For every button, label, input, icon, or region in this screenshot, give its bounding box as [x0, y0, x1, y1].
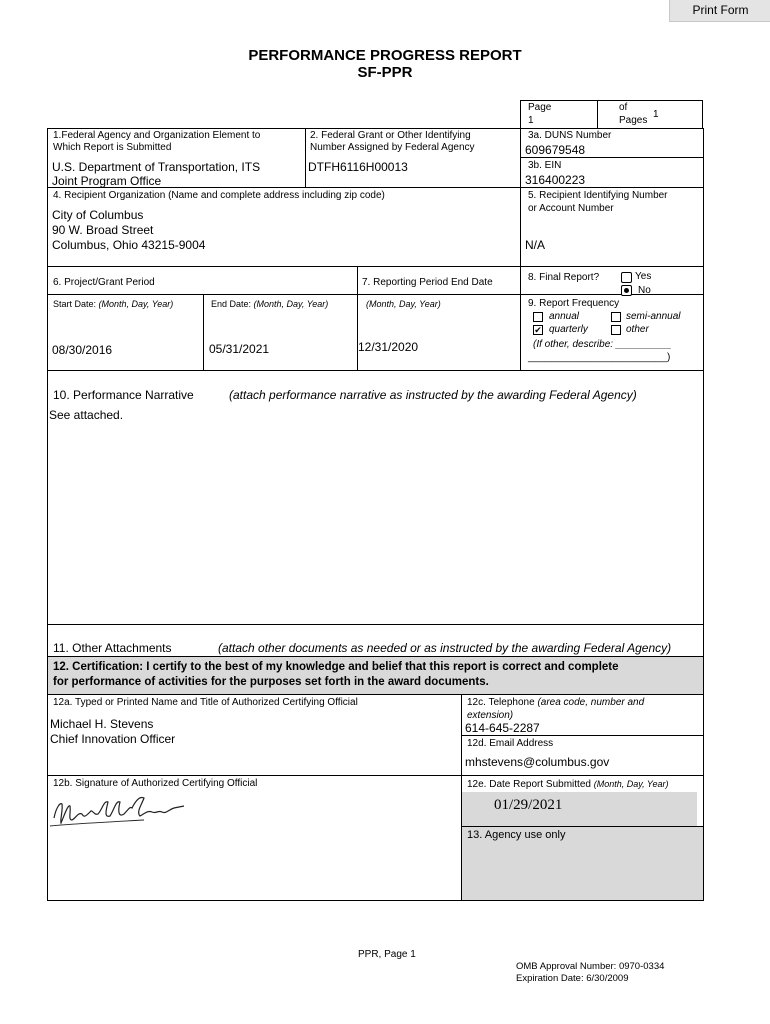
- page-value[interactable]: 1: [528, 115, 534, 126]
- certification-line1: 12. Certification: I certify to the best of my knowledge and belief that this report is correct and complete: [53, 661, 619, 673]
- field2-label-1: 2. Federal Grant or Other Identifying: [310, 130, 471, 141]
- quarterly-checkbox[interactable]: ✔: [534, 325, 542, 335]
- recipient-org-line2[interactable]: 90 W. Broad Street: [52, 223, 154, 237]
- other-describe-line[interactable]: _________________________): [528, 352, 671, 363]
- field12b-label: 12b. Signature of Authorized Certifying Official: [53, 778, 258, 789]
- final-yes-label: Yes: [635, 271, 652, 282]
- field7-label: 7. Reporting Period End Date: [362, 277, 493, 288]
- grant-number-field[interactable]: DTFH6116H00013: [308, 160, 408, 174]
- of-label: of: [619, 102, 628, 113]
- other-label: other: [626, 324, 649, 335]
- footer-omb: OMB Approval Number: 0970-0334: [516, 961, 665, 972]
- field5-label-2: or Account Number: [528, 203, 614, 214]
- field11-hint: (attach other documents as needed or as instructed by the awarding Federal Agency): [218, 641, 672, 655]
- end-date-label: End Date: (Month, Day, Year): [211, 299, 329, 309]
- email-field[interactable]: mhstevens@columbus.gov: [465, 755, 610, 769]
- start-date-label: Start Date: (Month, Day, Year): [53, 299, 174, 309]
- duns-field[interactable]: 609679548: [525, 143, 586, 157]
- field10-label: 10. Performance Narrative: [53, 388, 194, 402]
- field12d-label: 12d. Email Address: [467, 738, 554, 749]
- field13-label: 13. Agency use only: [467, 829, 566, 841]
- annual-checkbox[interactable]: [533, 312, 543, 322]
- field11-label: 11. Other Attachments: [53, 641, 172, 655]
- ein-field[interactable]: 316400223: [525, 173, 586, 187]
- recipient-org-line3[interactable]: Columbus, Ohio 43215-9004: [52, 238, 206, 252]
- report-title: PERFORMANCE PROGRESS REPORT: [248, 47, 522, 64]
- field5-label-1: 5. Recipient Identifying Number: [528, 190, 668, 201]
- annual-label: annual: [549, 311, 580, 322]
- footer-page: PPR, Page 1: [358, 949, 416, 960]
- recipient-id-field[interactable]: N/A: [525, 238, 546, 252]
- signature-image: [48, 790, 188, 832]
- field7-hint: (Month, Day, Year): [366, 299, 441, 309]
- field6-label: 6. Project/Grant Period: [53, 277, 155, 288]
- reporting-end-date-field[interactable]: 12/31/2020: [358, 340, 419, 354]
- field9-label: 9. Report Frequency: [528, 298, 620, 309]
- other-checkbox[interactable]: [611, 325, 621, 335]
- field12a-label: 12a. Typed or Printed Name and Title of Authorized Certifying Official: [53, 697, 358, 708]
- recipient-org-line1[interactable]: City of Columbus: [52, 208, 144, 222]
- quarterly-label: quarterly: [549, 324, 588, 335]
- certifying-name-field[interactable]: Michael H. Stevens: [50, 717, 154, 731]
- field1-label-2: Which Report is Submitted: [53, 142, 172, 153]
- field2-label-2: Number Assigned by Federal Agency: [310, 142, 475, 153]
- final-yes-radio[interactable]: [621, 272, 632, 283]
- field8-label: 8. Final Report?: [528, 272, 600, 283]
- field1-label-1: 1.Federal Agency and Organization Element to: [53, 130, 261, 141]
- field12c-label: 12c. Telephone (area code, number and: [467, 697, 645, 708]
- duns-label: 3a. DUNS Number: [528, 130, 612, 141]
- semi-annual-label: semi-annual: [626, 311, 681, 322]
- field12e-label: 12e. Date Report Submitted (Month, Day, Year): [467, 779, 669, 790]
- telephone-field[interactable]: 614-645-2287: [465, 721, 540, 735]
- date-submitted-field[interactable]: 01/29/2021: [494, 797, 563, 813]
- print-form-button[interactable]: Print Form: [669, 0, 770, 22]
- field4-label: 4. Recipient Organization (Name and complete address including zip code): [53, 190, 385, 201]
- certifying-title-field[interactable]: Chief Innovation Officer: [50, 732, 176, 746]
- start-date-field[interactable]: 08/30/2016: [52, 343, 113, 357]
- certification-line2: for performance of activities for the purposes set forth in the award documents.: [53, 676, 489, 688]
- other-describe-label: (If other, describe: __________: [533, 339, 672, 350]
- pages-label: Pages: [619, 115, 648, 126]
- ein-label: 3b. EIN: [528, 160, 562, 171]
- federal-agency-field-2[interactable]: Joint Program Office: [52, 174, 162, 188]
- field10-hint: (attach performance narrative as instructed by the awarding Federal Agency): [229, 388, 637, 402]
- final-no-label: No: [638, 285, 651, 296]
- pages-value[interactable]: 1: [653, 109, 659, 120]
- semi-annual-checkbox[interactable]: [611, 312, 621, 322]
- report-subtitle: SF-PPR: [357, 64, 413, 81]
- performance-narrative-field[interactable]: See attached.: [49, 408, 124, 422]
- page-label: Page: [528, 102, 552, 113]
- final-no-radio[interactable]: [621, 285, 632, 296]
- end-date-field[interactable]: 05/31/2021: [209, 342, 270, 356]
- field12c-hint-2: extension): [467, 710, 514, 721]
- footer-expiration: Expiration Date: 6/30/2009: [516, 973, 629, 984]
- federal-agency-field[interactable]: U.S. Department of Transportation, ITS: [52, 160, 261, 174]
